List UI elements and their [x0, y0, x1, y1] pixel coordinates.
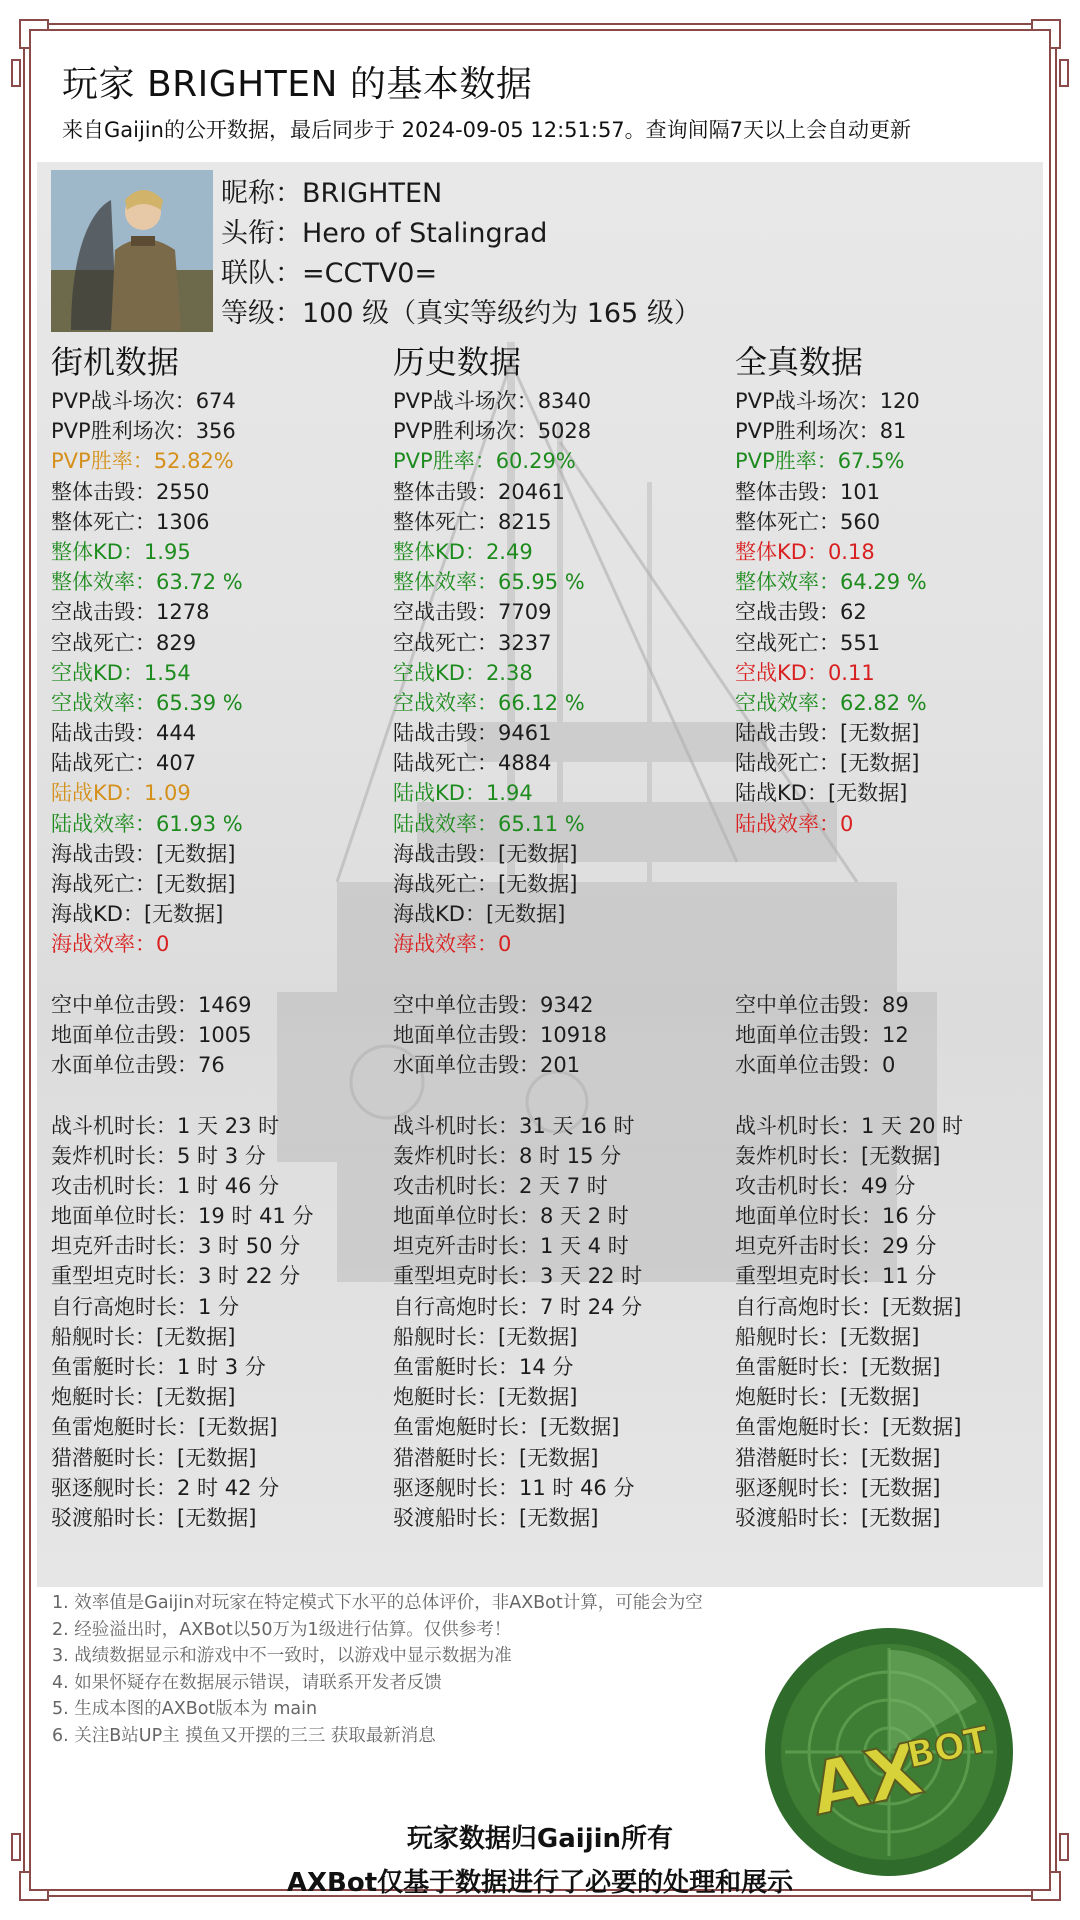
playtime-row: 鱼雷炮艇时长：[无数据]: [51, 1415, 278, 1440]
playtime-row: 驳渡船时长：[无数据]: [735, 1505, 941, 1530]
playtime-row: 驳渡船时长：[无数据]: [51, 1505, 257, 1530]
unit-kill-row: 空中单位击毁：9342: [393, 992, 594, 1017]
playtime-row: 坦克歼击时长：3 时 50 分: [51, 1234, 301, 1259]
spacer: [735, 960, 1043, 990]
playtime-row: 船舰时长：[无数据]: [735, 1324, 920, 1349]
playtime-row: 鱼雷艇时长：1 时 3 分: [51, 1355, 266, 1379]
stat-row: PVP胜利场次：81: [735, 419, 907, 444]
stat-row: 整体KD：0.18: [735, 539, 875, 564]
stat-row: 整体击毁：20461: [393, 479, 565, 504]
spacer: [51, 960, 381, 990]
playtime-row: 战斗机时长：31 天 16 时: [393, 1113, 635, 1138]
playtime-row: 自行高炮时长：7 时 24 分: [393, 1294, 643, 1319]
playtime-row: 战斗机时长：1 天 23 时: [51, 1113, 280, 1138]
column-title: 全真数据: [735, 343, 864, 381]
stat-row: 空战KD：0.11: [735, 660, 875, 685]
profile-nickname: 昵称：BRIGHTEN: [221, 178, 443, 209]
stat-row: 海战KD：[无数据]: [393, 902, 566, 927]
stat-row: 空战效率：65.39 %: [51, 690, 243, 715]
playtime-row: 船舰时长：[无数据]: [51, 1324, 236, 1349]
spacer: [735, 869, 1043, 899]
logo-text-bot: BOT: [903, 1719, 993, 1777]
stat-row: 陆战死亡：[无数据]: [735, 751, 920, 776]
playtime-row: 驱逐舰时长：11 时 46 分: [393, 1475, 635, 1500]
spacer: [393, 1080, 723, 1110]
playtime-row: 鱼雷艇时长：[无数据]: [735, 1355, 941, 1379]
stat-row: 陆战效率：65.11 %: [393, 811, 585, 836]
stat-row: 陆战KD：[无数据]: [735, 781, 908, 806]
stat-row: 海战死亡：[无数据]: [393, 872, 578, 896]
playtime-row: 重型坦克时长：3 时 22 分: [51, 1264, 301, 1289]
stat-row: 陆战效率：61.93 %: [51, 811, 243, 836]
spacer: [51, 1080, 381, 1110]
column-title: 历史数据: [393, 343, 522, 381]
playtime-row: 攻击机时长：1 时 46 分: [51, 1173, 280, 1198]
arcade-stats-column: [51, 342, 381, 1533]
stat-row: 整体KD：2.49: [393, 539, 533, 564]
playtime-row: 驳渡船时长：[无数据]: [393, 1505, 599, 1530]
playtime-row: 鱼雷炮艇时长：[无数据]: [735, 1415, 962, 1440]
header: [40, 38, 1040, 156]
unit-kill-row: 水面单位击毁：201: [393, 1053, 581, 1078]
stat-row: 海战效率：0: [393, 932, 512, 957]
playtime-row: 猎潜艇时长：[无数据]: [393, 1445, 599, 1470]
stats-panel: [37, 162, 1043, 1587]
page-subtitle: 来自Gaijin的公开数据，最后同步于 2024-09-05 12:51:57。查询间隔7天以上会自动更新: [62, 118, 912, 142]
stat-row: 整体死亡：8215: [393, 509, 552, 534]
stat-row: PVP胜利场次：356: [51, 419, 236, 444]
footer-ownership: 玩家数据归Gaijin所有: [406, 1824, 674, 1854]
unit-kill-row: 水面单位击毁：0: [735, 1053, 896, 1078]
playtime-row: 地面单位时长：19 时 41 分: [51, 1204, 314, 1229]
spacer: [735, 839, 1043, 869]
realistic-stats-column: [393, 342, 723, 1533]
stat-row: 陆战KD：1.09: [51, 781, 191, 806]
playtime-row: 猎潜艇时长：[无数据]: [735, 1445, 941, 1470]
stat-row: 海战击毁：[无数据]: [51, 841, 236, 866]
profile-info: [221, 174, 701, 334]
stat-row: 陆战效率：0: [735, 811, 854, 836]
note-item: 2. 经验溢出时，AXBot以50万为1级进行估算。仅供参考！: [52, 1619, 512, 1640]
stat-row: 整体KD：1.95: [51, 539, 191, 564]
notes-list: [52, 1590, 703, 1749]
stat-row: PVP战斗场次：120: [735, 389, 920, 413]
playtime-row: 地面单位时长：16 分: [735, 1204, 937, 1229]
stat-row: 整体死亡：560: [735, 509, 881, 534]
playtime-row: 猎潜艇时长：[无数据]: [51, 1445, 257, 1470]
playtime-row: 自行高炮时长：[无数据]: [735, 1294, 962, 1319]
stat-row: 陆战击毁：9461: [393, 721, 552, 746]
stat-row: 陆战击毁：[无数据]: [735, 721, 920, 746]
page-title: 玩家 BRIGHTEN 的基本数据: [62, 64, 533, 105]
unit-kill-row: 地面单位击毁：1005: [51, 1022, 252, 1047]
playtime-row: 炮艇时长：[无数据]: [51, 1385, 236, 1410]
note-item: 6. 关注B站UP主 摸鱼又开摆的三三 获取最新消息: [52, 1725, 436, 1746]
unit-kill-row: 水面单位击毁：76: [51, 1053, 225, 1078]
playtime-row: 自行高炮时长：1 分: [51, 1294, 240, 1319]
playtime-row: 驱逐舰时长：[无数据]: [735, 1475, 941, 1500]
note-item: 4. 如果怀疑存在数据展示错误，请联系开发者反馈: [52, 1672, 442, 1693]
stat-row: 空战死亡：829: [51, 630, 197, 655]
playtime-row: 坦克歼击时长：1 天 4 时: [393, 1234, 629, 1259]
stat-row: 空战KD：2.38: [393, 660, 533, 685]
playtime-row: 轰炸机时长：8 时 15 分: [393, 1143, 622, 1168]
playtime-row: 攻击机时长：49 分: [735, 1173, 916, 1198]
playtime-row: 轰炸机时长：[无数据]: [735, 1143, 941, 1168]
stat-row: PVP胜率：52.82%: [51, 449, 234, 474]
stat-row: 陆战死亡：407: [51, 751, 197, 776]
spacer: [393, 960, 723, 990]
stat-row: 海战效率：0: [51, 932, 170, 957]
playtime-row: 炮艇时长：[无数据]: [735, 1385, 920, 1410]
profile-squadron: 联队：=CCTV0=: [221, 258, 438, 289]
playtime-row: 战斗机时长：1 天 20 时: [735, 1113, 964, 1138]
logo-text-ax: AX: [803, 1726, 930, 1832]
spacer: [735, 899, 1043, 929]
playtime-row: 轰炸机时长：5 时 3 分: [51, 1143, 266, 1168]
stat-row: 整体击毁：2550: [51, 479, 210, 504]
column-title: 街机数据: [51, 343, 180, 381]
stat-row: 陆战KD：1.94: [393, 781, 533, 806]
stat-row: 整体效率：64.29 %: [735, 570, 927, 595]
stat-row: PVP胜率：60.29%: [393, 449, 576, 474]
profile-level: 等级：100 级（真实等级约为 165 级）: [221, 298, 701, 329]
stat-row: 整体效率：63.72 %: [51, 570, 243, 595]
avatar: [51, 170, 213, 332]
playtime-row: 坦克歼击时长：29 分: [735, 1234, 937, 1259]
playtime-row: 攻击机时长：2 天 7 时: [393, 1173, 608, 1198]
spacer: [735, 929, 1043, 959]
stat-row: PVP胜利场次：5028: [393, 419, 592, 444]
playtime-row: 船舰时长：[无数据]: [393, 1324, 578, 1349]
stat-row: 空战KD：1.54: [51, 660, 191, 685]
unit-kill-row: 空中单位击毁：1469: [51, 992, 252, 1017]
note-item: 3. 战绩数据显示和游戏中不一致时，以游戏中显示数据为准: [52, 1646, 512, 1666]
stat-row: PVP胜率：67.5%: [735, 449, 905, 474]
stat-row: 陆战击毁：444: [51, 721, 197, 746]
note-item: 1. 效率值是Gaijin对玩家在特定模式下水平的总体评价，非AXBot计算，可能会为空: [52, 1593, 703, 1613]
profile-title: 头衔：Hero of Stalingrad: [221, 218, 548, 249]
stat-row: PVP战斗场次：8340: [393, 389, 592, 413]
stat-row: 整体死亡：1306: [51, 509, 210, 534]
playtime-row: 重型坦克时长：3 天 22 时: [393, 1264, 643, 1289]
playtime-row: 重型坦克时长：11 分: [735, 1264, 937, 1289]
stat-row: 整体击毁：101: [735, 479, 881, 504]
stat-row: PVP战斗场次：674: [51, 389, 236, 413]
stat-row: 空战效率：62.82 %: [735, 690, 927, 715]
unit-kill-row: 地面单位击毁：10918: [393, 1022, 607, 1047]
simulator-stats-column: [735, 342, 1043, 1533]
stat-row: 空战死亡：551: [735, 630, 881, 655]
playtime-row: 地面单位时长：8 天 2 时: [393, 1204, 629, 1229]
footer-disclaimer: AXBot仅基于数据进行了必要的处理和展示: [286, 1868, 794, 1898]
stat-row: 海战死亡：[无数据]: [51, 872, 236, 896]
unit-kill-row: 地面单位击毁：12: [735, 1022, 909, 1047]
stat-row: 陆战死亡：4884: [393, 751, 552, 776]
stat-row: 空战效率：66.12 %: [393, 690, 585, 715]
note-item: 5. 生成本图的AXBot版本为 main: [52, 1699, 318, 1719]
stat-row: 海战击毁：[无数据]: [393, 841, 578, 866]
stat-row: 海战KD：[无数据]: [51, 902, 224, 927]
playtime-row: 鱼雷艇时长：14 分: [393, 1355, 574, 1379]
unit-kill-row: 空中单位击毁：89: [735, 992, 909, 1017]
spacer: [735, 1080, 1043, 1110]
stat-row: 空战击毁：62: [735, 600, 867, 625]
playtime-row: 鱼雷炮艇时长：[无数据]: [393, 1415, 620, 1440]
stat-row: 空战击毁：7709: [393, 600, 552, 625]
stat-row: 空战死亡：3237: [393, 630, 552, 655]
stat-row: 空战击毁：1278: [51, 600, 210, 625]
playtime-row: 炮艇时长：[无数据]: [393, 1385, 578, 1410]
stat-row: 整体效率：65.95 %: [393, 570, 585, 595]
playtime-row: 驱逐舰时长：2 时 42 分: [51, 1475, 280, 1500]
